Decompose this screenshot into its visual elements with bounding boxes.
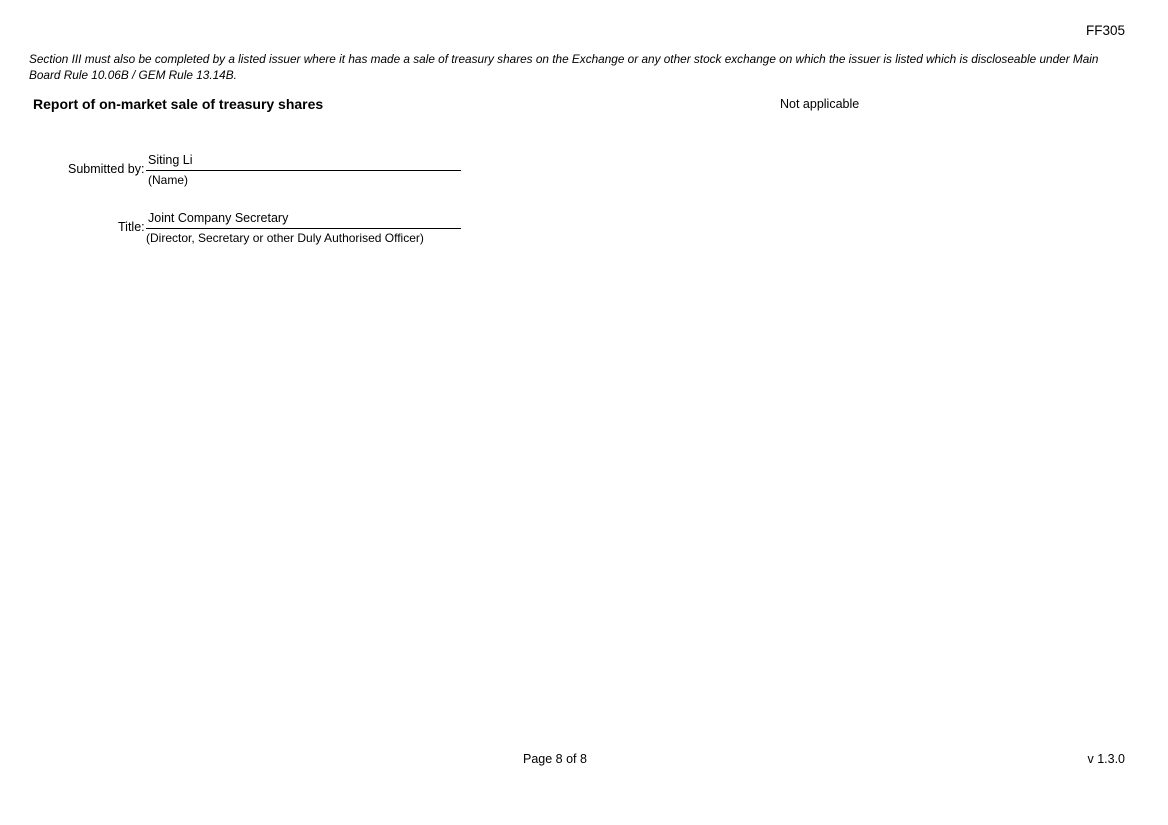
footer-page-number: Page 8 of 8 xyxy=(523,752,587,766)
footer-version: v 1.3.0 xyxy=(1087,752,1125,766)
submitted-by-caption: (Name) xyxy=(148,173,189,187)
title-label: Title: xyxy=(118,220,145,234)
form-code: FF305 xyxy=(1085,23,1125,38)
title-value: Joint Company Secretary xyxy=(148,211,289,225)
section-heading: Report of on-market sale of treasury shares xyxy=(33,96,324,112)
title-underline xyxy=(146,228,461,229)
signature-block xyxy=(0,152,600,268)
submitted-by-row xyxy=(0,152,600,210)
submitted-by-label: Submitted by: xyxy=(68,162,145,176)
submitted-by-underline xyxy=(146,170,461,171)
title-row xyxy=(0,210,600,268)
section-note: Section III must also be completed by a listed issuer where it has made a sale of treasury shares on the Exchange or any other stock exchange on which the issuer is listed which is discloseable under Main Board Rule 10.06B / GEM Rule 13.14B. xyxy=(29,52,1099,82)
section-status: Not applicable xyxy=(780,97,860,111)
title-caption: (Director, Secretary or other Duly Authorised Officer) xyxy=(146,231,424,245)
submitted-by-value: Siting Li xyxy=(148,153,193,167)
